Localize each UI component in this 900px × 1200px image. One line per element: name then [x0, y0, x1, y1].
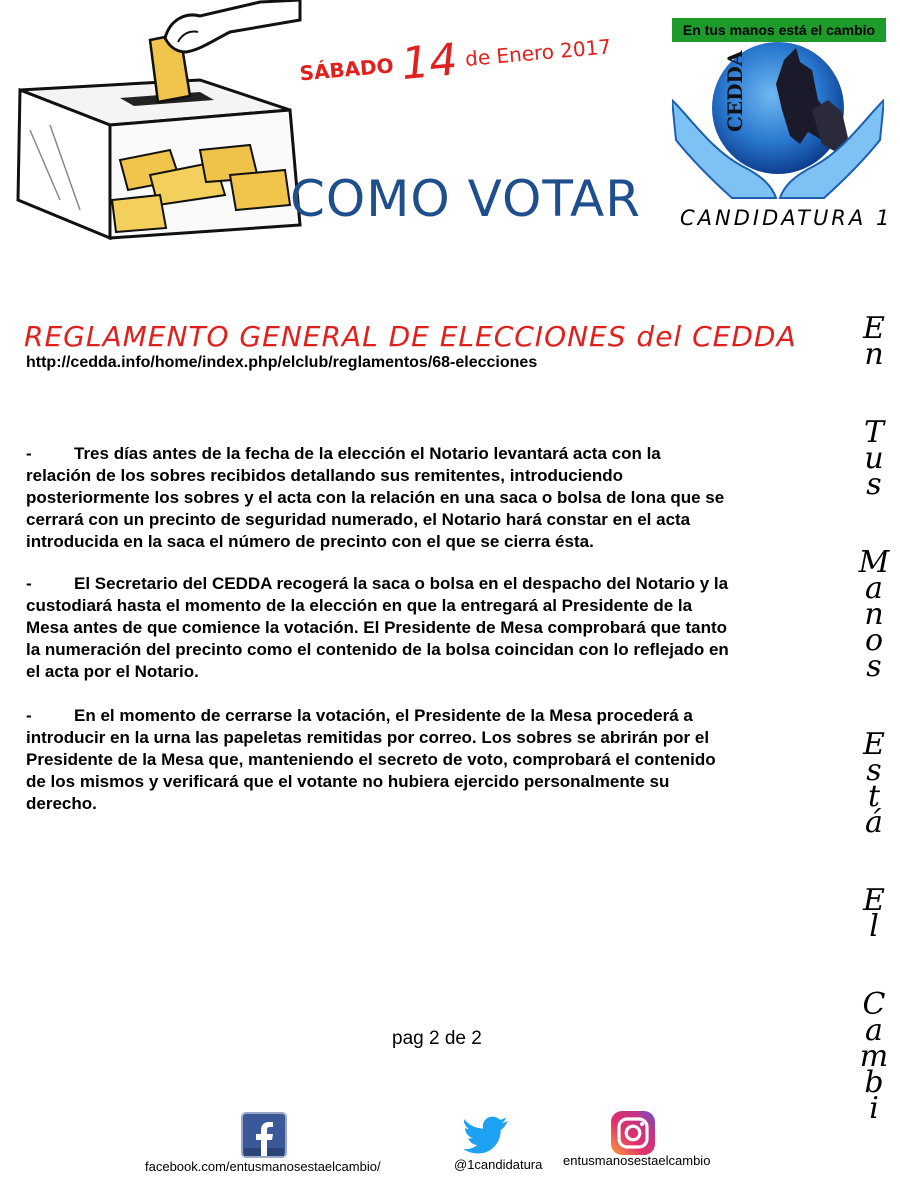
- paragraph-1: [26, 443, 730, 553]
- slogan-gap: [848, 498, 900, 550]
- slogan-letter: á: [865, 805, 883, 840]
- bullet-dash: -: [26, 706, 32, 725]
- slogan-word: [848, 415, 900, 502]
- ballot-box-illustration: [0, 0, 320, 240]
- slogan-letter: o: [864, 623, 884, 658]
- candidacy-label: CANDIDATURA 1: [680, 206, 893, 230]
- paragraph-2: [26, 573, 730, 683]
- date-month-year: de Enero 2017: [464, 34, 612, 71]
- slogan-letter: u: [864, 441, 884, 476]
- page-title: COMO VOTAR: [290, 170, 641, 228]
- slogan-letter: s: [866, 467, 882, 502]
- vertical-slogan: [848, 311, 900, 1126]
- date-day: SÁBADO: [298, 53, 395, 86]
- slogan-gap: [848, 680, 900, 732]
- regulation-title: REGLAMENTO GENERAL DE ELECCIONES del CEDDA: [24, 320, 797, 353]
- page-indicator: pag 2 de 2: [392, 1028, 482, 1049]
- slogan-letter: s: [866, 649, 882, 684]
- slogan-letter: s: [866, 753, 882, 788]
- bullet-dash: -: [26, 574, 32, 593]
- slogan-gap: [848, 836, 900, 888]
- slogan-letter: E: [863, 311, 885, 346]
- slogan-letter: b: [864, 1065, 884, 1100]
- slogan-letter: n: [864, 597, 884, 632]
- slogan-letter: t: [867, 779, 881, 814]
- slogan-word: [848, 311, 900, 372]
- date-number: 14: [399, 34, 460, 91]
- event-date: [297, 17, 661, 108]
- slogan-letter: E: [863, 883, 885, 918]
- slogan-letter: E: [863, 727, 885, 762]
- twitter-icon[interactable]: [464, 1112, 510, 1158]
- slogan-letter: a: [865, 571, 883, 606]
- hands-globe-logo: [672, 40, 884, 200]
- paragraph-text: En el momento de cerrarse la votación, el Presidente de la Mesa procederá a introducir en la urna las papeletas remitidas por correo. Los sobres se abrirán por el Presidente de la Mesa que, manteniendo el secreto de voto, comprobará el contenido de los mismos y verificará que el votante no hubiera ejercido personalmente su derecho.: [26, 706, 716, 813]
- logo-slogan-banner: En tus manos está el cambio: [672, 18, 886, 42]
- slogan-gap: [848, 368, 900, 420]
- instagram-icon[interactable]: [610, 1110, 656, 1156]
- slogan-letter: M: [858, 545, 890, 580]
- bullet-dash: -: [26, 444, 32, 463]
- facebook-icon[interactable]: [241, 1112, 287, 1158]
- twitter-handle[interactable]: @1candidatura: [454, 1157, 543, 1172]
- paragraph-3: [26, 705, 730, 815]
- paragraph-text: El Secretario del CEDDA recogerá la saca o bolsa en el despacho del Notario y la custodiará hasta el momento de la elección en que la entregará al Presidente de la Mesa antes de que comience la votación. El Presidente de Mesa comprobará que tanto la numeración del precinto como el contenido de la bolsa coincidan con lo reflejado en el acta por el Notario.: [26, 574, 729, 681]
- slogan-letter: C: [862, 987, 886, 1022]
- slogan-letter: l: [869, 909, 879, 944]
- slogan-letter: a: [865, 1013, 883, 1048]
- regulation-link[interactable]: http://cedda.info/home/index.php/elclub/reglamentos/68-elecciones: [26, 354, 538, 371]
- slogan-word: [848, 545, 900, 684]
- slogan-letter: T: [863, 415, 884, 450]
- slogan-letter: i: [869, 1091, 879, 1126]
- slogan-word: [848, 883, 900, 944]
- logo-text: CEDDA: [723, 50, 747, 132]
- slogan-letter: n: [864, 337, 884, 372]
- slogan-word: [848, 987, 900, 1126]
- slogan-letter: m: [859, 1039, 889, 1074]
- facebook-link[interactable]: facebook.com/entusmanosestaelcambio/: [145, 1159, 381, 1174]
- slogan-gap: [848, 940, 900, 992]
- instagram-handle[interactable]: entusmanosestaelcambio: [563, 1153, 711, 1168]
- paragraph-text: Tres días antes de la fecha de la elección el Notario levantará acta con la relación de los sobres recibidos detallando sus remitentes, introduciendo posteriormente los sobres y el acta con la relación en una saca o bolsa de lona que se cerrará con un precinto de seguridad numerado, el Notario hará constar en el acta introducida en la saca el número de precinto con el que se cierra ésta.: [26, 444, 725, 551]
- slogan-word: [848, 727, 900, 840]
